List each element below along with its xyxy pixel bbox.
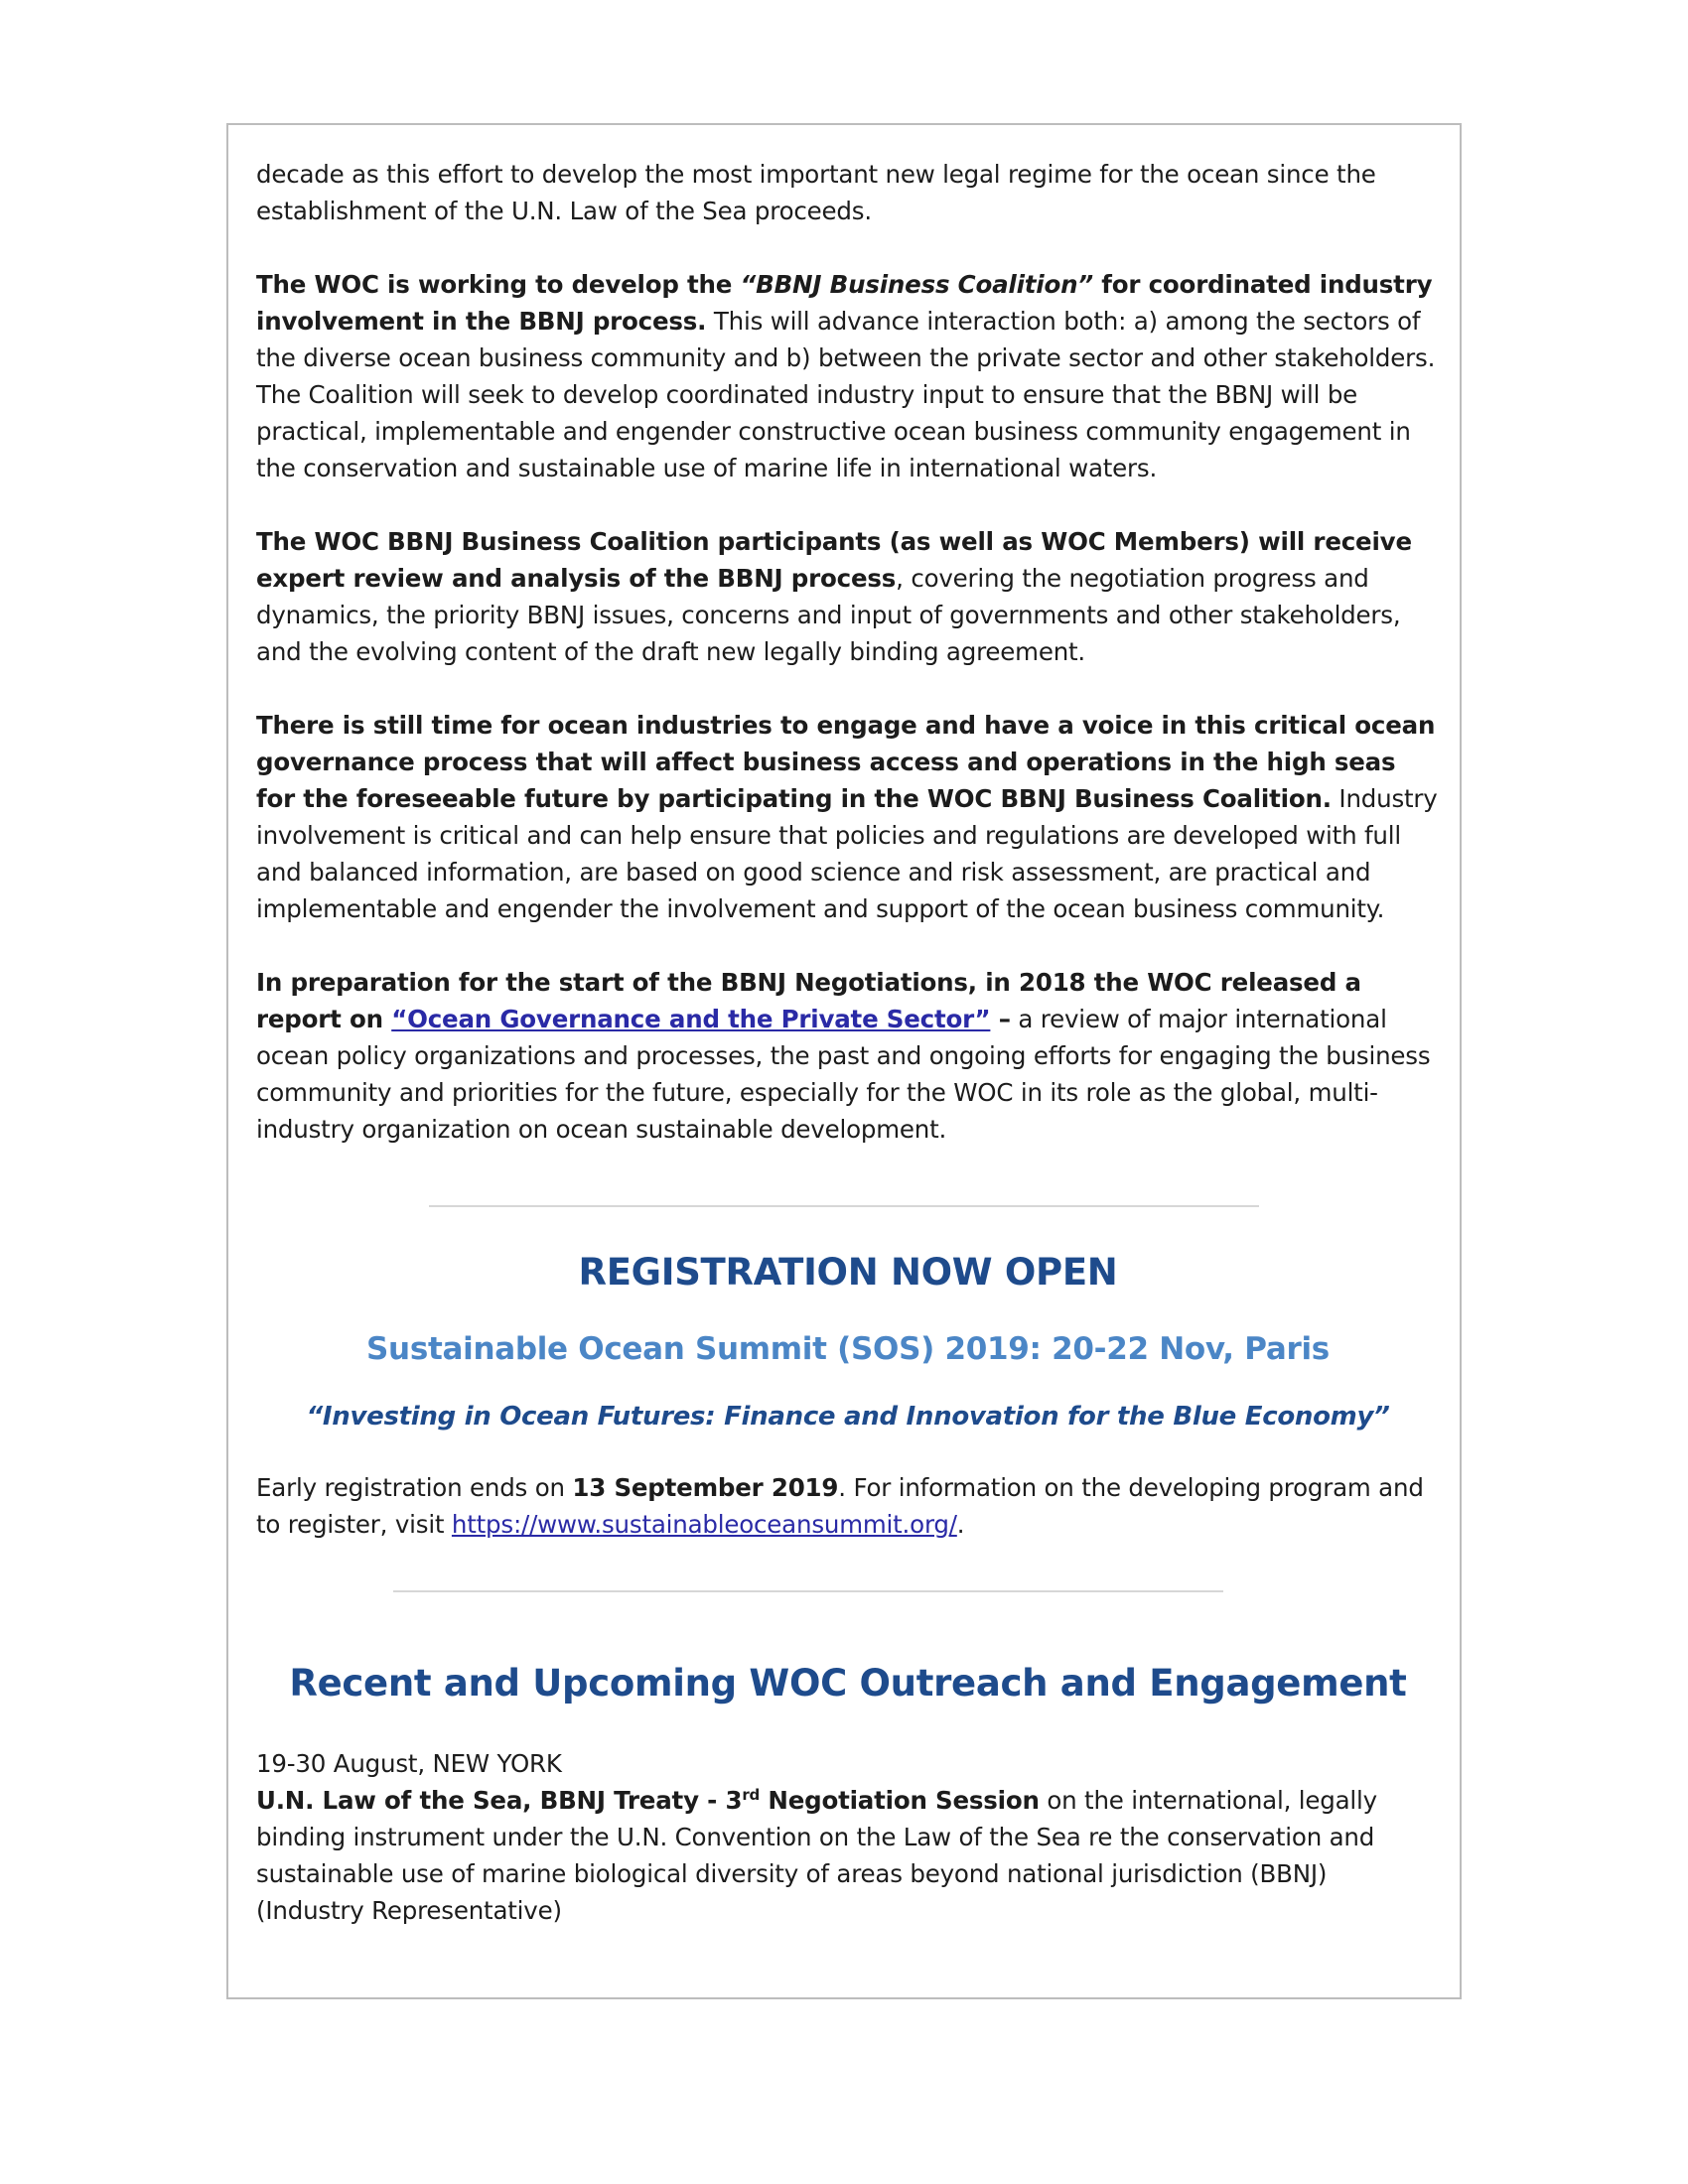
participants-body: , covering the negotiation progress and dynamics, the priority BBNJ issues, concerns and input of governments and other stakeholders, and the evolving content of the draft new legally binding agreement.: [256, 564, 1401, 666]
report-paragraph: [256, 964, 1440, 1148]
early-text-a: Early registration ends on: [256, 1473, 573, 1502]
coalition-bold-tail: for coordinated industry involvement in the BBNJ process.: [256, 270, 1433, 336]
event-description: [256, 1782, 1440, 1929]
coalition-name: “BBNJ Business Coalition”: [740, 270, 1093, 299]
summit-tagline: “Investing in Ocean Futures: Finance and Innovation for the Blue Economy”: [306, 1402, 1390, 1432]
section-divider-2: [393, 1590, 1223, 1592]
still-time-body: Industry involvement is critical and can help ensure that policies and regulations are developed with full and balanced information, are based on good science and risk assessment, are practical and implementable and engender the involvement and support of the ocean business community.: [256, 784, 1438, 923]
intro-paragraph: [256, 156, 1440, 229]
event-body: on the international, legally binding instrument under the U.N. Convention on the Law of the Sea re the conservation and sustainable use of marine biological diversity of areas beyond national jurisdiction (BBNJ) (Industry Representative): [256, 1786, 1377, 1925]
report-dash: –: [990, 1005, 1011, 1033]
newsletter-content: [256, 156, 1440, 1929]
event-title-sup: rd: [742, 1785, 761, 1804]
report-link[interactable]: “Ocean Governance and the Private Sector”: [391, 1005, 991, 1033]
report-body: a review of major international ocean policy organizations and processes, the past and ongoing efforts for engaging the business community and priorities for the future, especially for the WOC in its role as the global, multi-industry organization on ocean sustainable development.: [256, 1005, 1431, 1144]
still-time-paragraph: [256, 707, 1440, 927]
coalition-body: This will advance interaction both: a) among the sectors of the diverse ocean business community and b) between the private sector and other stakeholders. The Coalition will seek to develop coordinated industry input to ensure that the BBNJ will be practical, implementable and engender constructive ocean business community engagement in the conservation and sustainable use of marine life in international waters.: [256, 307, 1436, 482]
report-bold: In preparation for the start of the BBNJ Negotiations, in 2018 the WOC released a report on: [256, 968, 1361, 1033]
participants-paragraph: [256, 523, 1440, 670]
early-text-end: .: [956, 1510, 965, 1539]
section-divider: [429, 1205, 1259, 1207]
still-time-bold: There is still time for ocean industries to engage and have a voice in this critical ocean governance process that will affect business access and operations in the high seas for the foreseeable future by participating in the WOC BBNJ Business Coalition.: [256, 711, 1436, 813]
early-deadline: 13 September 2019: [572, 1473, 839, 1502]
coalition-paragraph: [256, 266, 1440, 486]
summit-url-link[interactable]: https://www.sustainableoceansummit.org/: [451, 1510, 957, 1539]
registration-heading: REGISTRATION NOW OPEN: [578, 1251, 1118, 1294]
event-title-a: U.N. Law of the Sea, BBNJ Treaty - 3: [256, 1786, 743, 1815]
summit-title: Sustainable Ocean Summit (SOS) 2019: 20-22 Nov, Paris: [366, 1331, 1330, 1367]
intro-text: decade as this effort to develop the most important new legal regime for the ocean since the establishment of the U.N. Law of the Sea proceeds.: [256, 160, 1376, 225]
event-date: [256, 1745, 1440, 1782]
event-date-text: 19-30 August, NEW YORK: [256, 1749, 562, 1778]
event-title-b: Negotiation Session: [760, 1786, 1040, 1815]
early-text-b: . For information on the developing program and to register, visit: [256, 1473, 1424, 1539]
coalition-bold-lead: The WOC is working to develop the: [256, 270, 741, 299]
participants-bold: The WOC BBNJ Business Coalition participants (as well as WOC Members) will receive expert review and analysis of the BBNJ process: [256, 527, 1412, 593]
outreach-heading: Recent and Upcoming WOC Outreach and Engagement: [289, 1662, 1407, 1705]
early-registration-paragraph: [256, 1469, 1440, 1543]
